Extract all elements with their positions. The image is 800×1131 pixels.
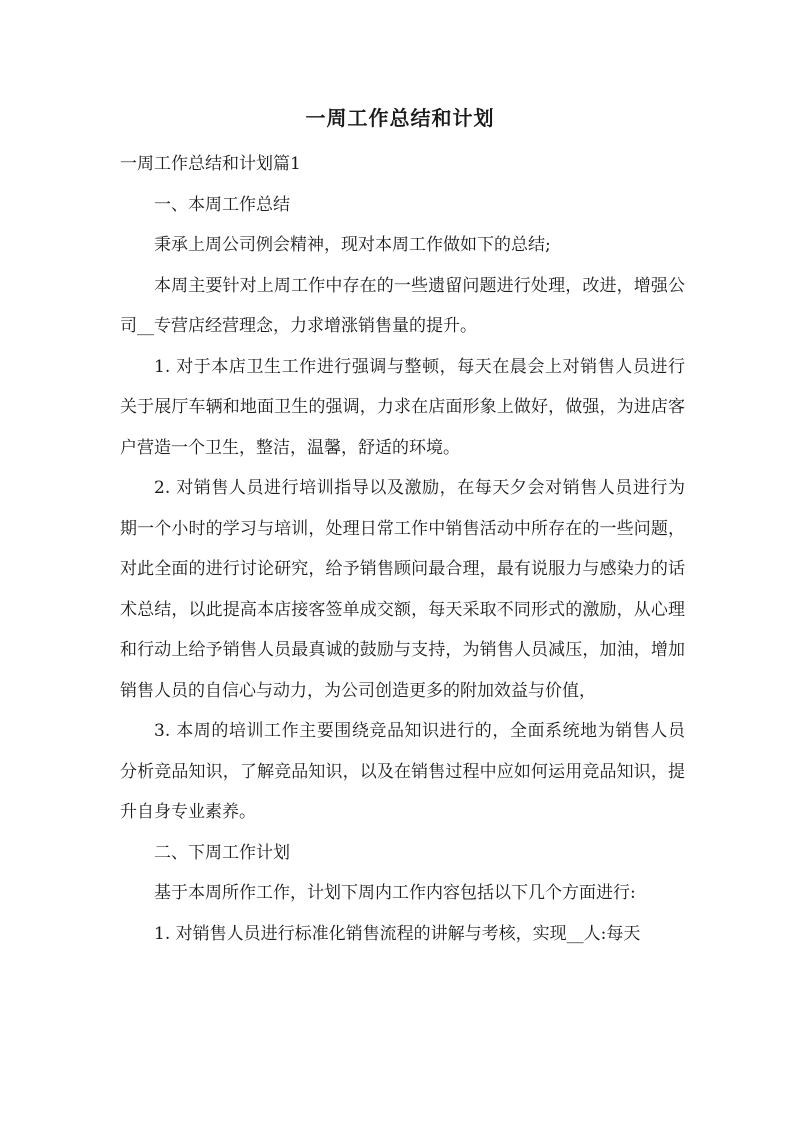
list-item: 3. 本周的培训工作主要围绕竞品知识进行的，全面系统地为销售人员分析竞品知识，了解竞品知识，以及在销售过程中应如何运用竞品知识，提升自身专业素养。	[120, 721, 685, 822]
subsection-heading: 一、本周工作总结	[154, 194, 290, 215]
section-heading: 一周工作总结和计划篇1	[120, 154, 301, 174]
list-item: 1. 对销售人员进行标准化销售流程的讲解与考核，实现__人:每天	[154, 923, 641, 944]
list-item: 2. 对销售人员进行培训指导以及激励，在每天夕会对销售人员进行为期一个小时的学习与培训，处理日常工作中销售活动中所存在的一些问题，对此全面的进行讨论研究，给予销售顾问最合理，最有说服力与感染力的话术总结，以此提高本店接客签单成交额，每天采取不同形式的激励，从心理和行动上给予销售人员最真诚的鼓励与支持，为销售人员减压，加油，增加销售人员的自信心与动力，为公司创造更多的附加效益与价值，	[120, 478, 685, 701]
paragraph: 秉承上周公司例会精神，现对本周工作做如下的总结;	[154, 235, 551, 255]
subsection-heading: 二、下周工作计划	[154, 842, 290, 863]
list-item: 1. 对于本店卫生工作进行强调与整顿，每天在晨会上对销售人员进行关于展厅车辆和地面卫生的强调，力求在店面形象上做好，做强，为进店客户营造一个卫生，整洁，温馨，舒适的环境。	[120, 356, 685, 458]
document-title: 一周工作总结和计划	[305, 106, 495, 130]
paragraph: 本周主要针对上周工作中存在的一些遗留问题进行处理，改进，增强公司__专营店经营理念，力求增涨销售量的提升。	[120, 275, 685, 336]
paragraph: 基于本周所作工作，计划下周内工作内容包括以下几个方面进行:	[154, 883, 636, 903]
document-body	[120, 144, 685, 954]
